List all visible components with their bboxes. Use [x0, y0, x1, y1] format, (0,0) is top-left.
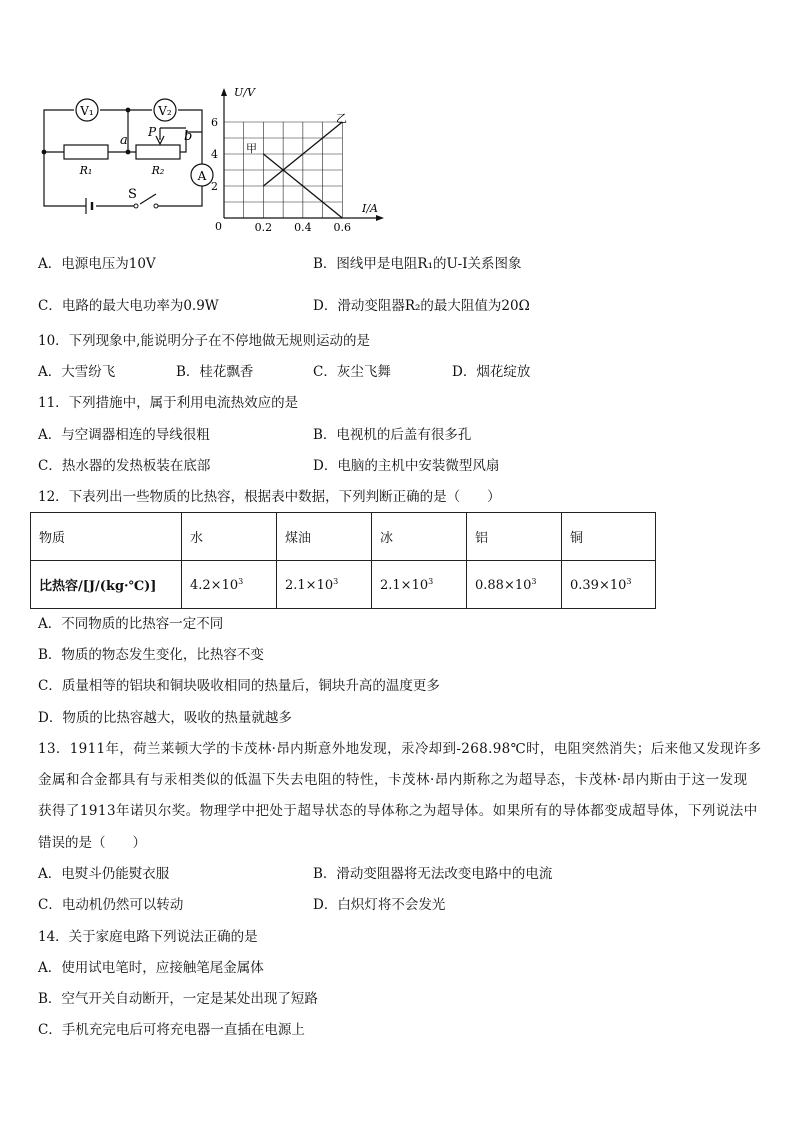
q11-option-c: C．热水器的发热板装在底部: [38, 458, 211, 474]
q14-stem: 14．关于家庭电路下列说法正确的是: [38, 929, 258, 945]
table-cell: $0.88\times 10^3$: [467, 561, 562, 609]
circuit-diagram: [36, 92, 216, 216]
y-axis-label: U/V: [234, 86, 255, 99]
x-axis-label: I/A: [362, 202, 378, 215]
table-header-cell: 物质: [31, 513, 182, 561]
point-b-label: b: [184, 129, 193, 144]
origin-label: 0: [215, 220, 222, 233]
table-cell: $2.1\times 10^3$: [372, 561, 467, 609]
q13-stem-line-2: 金属和合金都具有与汞相类似的低温下失去电阻的特性，卡茂林·昂内斯称之为超导态，卡茂林·昂内斯由于这一发现: [38, 772, 748, 788]
switch-label: S: [128, 187, 137, 202]
table-row-label: 比热容/[J/(kg·℃)]: [31, 561, 182, 609]
table-header-row: [31, 513, 656, 561]
q13-option-c: C．电动机仍然可以转动: [38, 897, 184, 913]
r2-label: R₂: [151, 164, 165, 177]
q14-option-c: C．手机充完电后可将充电器一直插在电源上: [38, 1022, 305, 1038]
x-axis-arrow: [376, 215, 384, 221]
q11-option-d: D．电脑的主机中安装微型风扇: [313, 458, 500, 474]
x-tick-label: 0.6: [333, 221, 352, 234]
u-i-graph: [210, 84, 390, 234]
q13-option-d: D．白炽灯将不会发光: [313, 897, 446, 913]
q10-option-c: C．灰尘飞舞: [313, 364, 391, 380]
line-yi-label: 乙: [336, 112, 347, 125]
q9-option-d: D．滑动变阻器R₂的最大阻值为20Ω: [313, 298, 530, 314]
x-tick-label: 0.2: [254, 221, 273, 234]
q14-option-a: A．使用试电笔时，应接触笔尾金属体: [38, 960, 264, 976]
y-tick-label: 2: [211, 180, 218, 193]
table-header-cell: 铝: [467, 513, 562, 561]
table-header-cell: 铜: [562, 513, 656, 561]
q12-option-b: B．物质的物态发生变化，比热容不变: [38, 647, 264, 663]
q13-option-a: A．电熨斗仍能熨衣服: [38, 866, 170, 882]
q10-option-a: A．大雪纷飞: [38, 364, 116, 380]
x-tick-label: 0.4: [294, 221, 312, 234]
q12-option-d: D．物质的比热容越大，吸收的热量就越多: [38, 710, 292, 726]
q11-stem: 11．下列措施中，属于利用电流热效应的是: [38, 395, 299, 411]
specific-heat-table: [30, 512, 656, 609]
table-cell: $0.39\times 10^3$: [562, 561, 656, 609]
q13-stem-line-1: 13．1911年，荷兰莱顿大学的卡茂林·昂内斯意外地发现，汞冷却到-268.98℃时，电阻突然消失；后来他又发现许多: [38, 741, 762, 757]
point-a-label: a: [120, 133, 128, 148]
line-jia-label: 甲: [246, 142, 257, 155]
q9-option-b: B．图线甲是电阻R₁的U-I关系图象: [313, 256, 522, 272]
resistor-r2: [136, 145, 180, 159]
q11-option-a: A．与空调器相连的导线很粗: [38, 427, 210, 443]
slider-p-label: P: [148, 125, 157, 139]
q12-option-a: A．不同物质的比热容一定不同: [38, 616, 224, 632]
q14-option-b: B．空气开关自动断开，一定是某处出现了短路: [38, 991, 318, 1007]
table-cell: $4.2\times 10^3$: [182, 561, 277, 609]
ammeter-label: A: [197, 169, 207, 183]
table-header-cell: 水: [182, 513, 277, 561]
q13-option-b: B．滑动变阻器将无法改变电路中的电流: [313, 866, 553, 882]
y-tick-label: 6: [211, 116, 218, 129]
resistor-r1: [64, 145, 108, 159]
q12-option-c: C．质量相等的铝块和铜块吸收相同的热量后，铜块升高的温度更多: [38, 678, 440, 694]
q10-option-d: D．烟花绽放: [452, 364, 531, 380]
q9-option-a: A．电源电压为10V: [38, 256, 156, 272]
q10-stem: 10．下列现象中,能说明分子在不停地做无规则运动的是: [38, 333, 370, 349]
q13-stem-line-4: 错误的是（ ）: [38, 835, 146, 851]
q9-option-c: C．电路的最大电功率为0.9W: [38, 298, 219, 314]
graph-ticks: [211, 116, 351, 234]
table-header-cell: 煤油: [277, 513, 372, 561]
q13-stem-line-3: 获得了1913年诺贝尔奖。物理学中把处于超导状态的导体称之为超导体。如果所有的导体都变成超导体，下列说法中: [38, 803, 758, 819]
q10-option-b: B．桂花飘香: [176, 364, 254, 380]
q11-option-b: B．电视机的后盖有很多孔: [313, 427, 472, 443]
table-row: [31, 561, 656, 609]
v2-label: V₂: [158, 104, 172, 118]
r1-label: R₁: [79, 164, 93, 177]
table-header-cell: 冰: [372, 513, 467, 561]
table-cell: $2.1\times 10^3$: [277, 561, 372, 609]
y-tick-label: 4: [211, 148, 218, 161]
q12-stem: 12．下表列出一些物质的比热容，根据表中数据，下列判断正确的是（ ）: [38, 489, 501, 505]
y-axis-arrow: [221, 88, 227, 96]
v1-label: V₁: [80, 104, 94, 118]
